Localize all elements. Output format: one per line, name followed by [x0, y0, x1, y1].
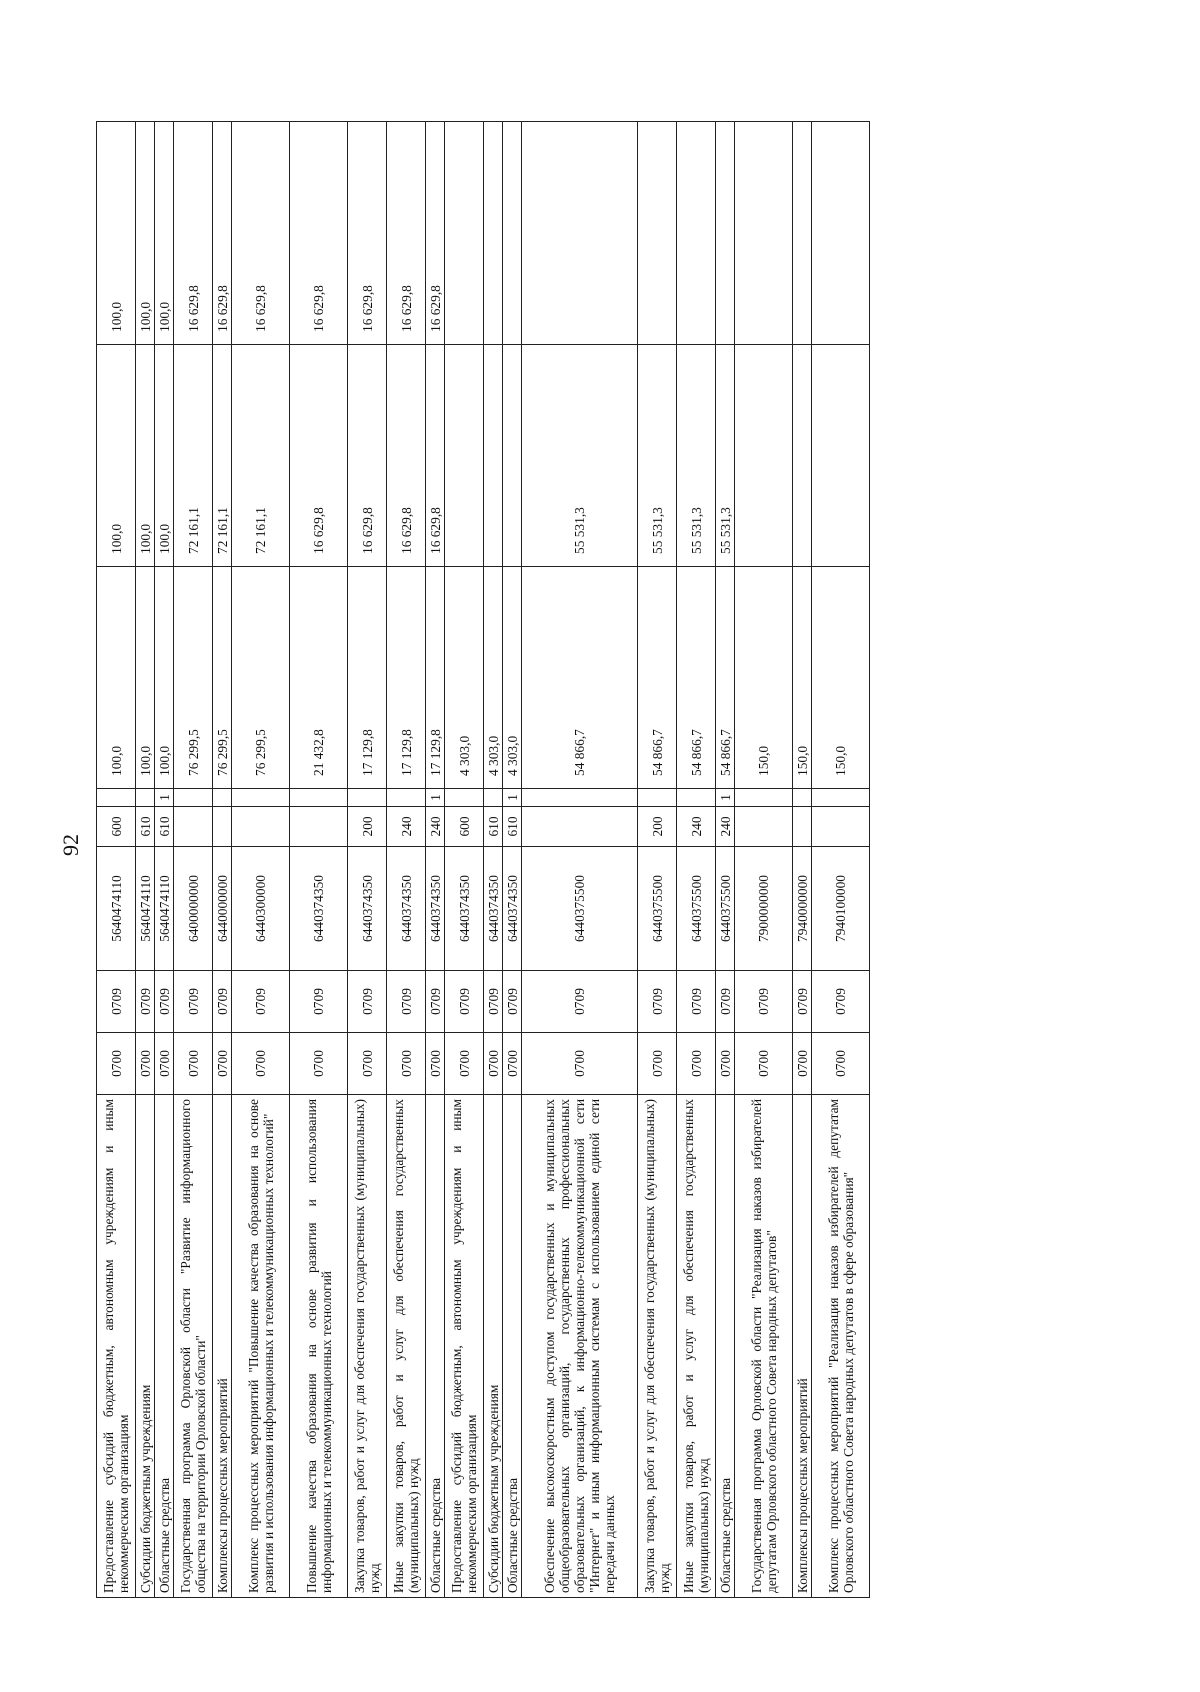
- cell-y2: [812, 345, 870, 567]
- cell-ko: 1: [426, 789, 445, 807]
- cell-pr: 0709: [484, 971, 503, 1033]
- cell-ko: [445, 789, 484, 807]
- cell-csr: 5640474110: [97, 847, 136, 971]
- cell-y1: 76 299,5: [213, 567, 232, 789]
- cell-rz: 0700: [484, 1033, 503, 1095]
- cell-name: Предоставление субсидий бюджетным, автономным учреждениям и иным некоммерческим организациям: [445, 1095, 484, 1598]
- cell-pr: 0709: [136, 971, 155, 1033]
- cell-vr: [174, 807, 213, 847]
- cell-y2: 55 531,3: [522, 345, 638, 567]
- cell-name: Предоставление субсидий бюджетным, автономным учреждениям и иным некоммерческим организациям: [97, 1095, 136, 1598]
- cell-y2: 55 531,3: [716, 345, 735, 567]
- cell-name: Областные средства: [503, 1095, 522, 1598]
- table-row: [716, 122, 735, 1598]
- budget-table: [96, 121, 870, 1598]
- cell-y3: [812, 122, 870, 345]
- cell-name: Субсидии бюджетным учреждениям: [136, 1095, 155, 1598]
- cell-rz: 0700: [232, 1033, 290, 1095]
- cell-y3: 16 629,8: [387, 122, 426, 345]
- cell-y3: 16 629,8: [232, 122, 290, 345]
- cell-y1: 4 303,0: [445, 567, 484, 789]
- cell-ko: [290, 789, 348, 807]
- cell-y1: 54 866,7: [638, 567, 677, 789]
- cell-pr: 0709: [445, 971, 484, 1033]
- cell-y1: 17 129,8: [348, 567, 387, 789]
- cell-rz: 0700: [677, 1033, 716, 1095]
- cell-y1: 54 866,7: [677, 567, 716, 789]
- cell-vr: 240: [387, 807, 426, 847]
- cell-y1: 150,0: [735, 567, 793, 789]
- cell-vr: [522, 807, 638, 847]
- cell-ko: [174, 789, 213, 807]
- cell-rz: 0700: [387, 1033, 426, 1095]
- cell-y2: [484, 345, 503, 567]
- cell-pr: 0709: [348, 971, 387, 1033]
- cell-vr: 240: [426, 807, 445, 847]
- table-row: [426, 122, 445, 1598]
- cell-vr: 600: [97, 807, 136, 847]
- cell-pr: 0709: [387, 971, 426, 1033]
- cell-y3: [638, 122, 677, 345]
- cell-y3: [484, 122, 503, 345]
- table-row: [484, 122, 503, 1598]
- cell-y2: 72 161,1: [232, 345, 290, 567]
- cell-y3: [522, 122, 638, 345]
- cell-y2: 100,0: [136, 345, 155, 567]
- cell-rz: 0700: [716, 1033, 735, 1095]
- cell-vr: [213, 807, 232, 847]
- cell-y3: 16 629,8: [174, 122, 213, 345]
- cell-ko: [136, 789, 155, 807]
- cell-y2: 72 161,1: [213, 345, 232, 567]
- cell-ko: [522, 789, 638, 807]
- cell-rz: 0700: [155, 1033, 174, 1095]
- cell-y2: [445, 345, 484, 567]
- cell-pr: 0709: [174, 971, 213, 1033]
- cell-rz: 0700: [503, 1033, 522, 1095]
- cell-y2: 55 531,3: [677, 345, 716, 567]
- cell-vr: 240: [716, 807, 735, 847]
- cell-rz: 0700: [174, 1033, 213, 1095]
- cell-csr: 6440375500: [716, 847, 735, 971]
- cell-y1: 150,0: [793, 567, 812, 789]
- cell-pr: 0709: [677, 971, 716, 1033]
- cell-y2: 100,0: [155, 345, 174, 567]
- cell-vr: 200: [638, 807, 677, 847]
- cell-ko: [348, 789, 387, 807]
- table-row: [174, 122, 213, 1598]
- cell-pr: 0709: [793, 971, 812, 1033]
- cell-rz: 0700: [522, 1033, 638, 1095]
- cell-csr: 7940100000: [812, 847, 870, 971]
- cell-y3: [793, 122, 812, 345]
- cell-name: Комплексы процессных мероприятий: [213, 1095, 232, 1598]
- cell-csr: 6440000000: [213, 847, 232, 971]
- cell-y1: 76 299,5: [174, 567, 213, 789]
- cell-csr: 6400000000: [174, 847, 213, 971]
- cell-pr: 0709: [735, 971, 793, 1033]
- cell-y3: 16 629,8: [426, 122, 445, 345]
- table-row: [387, 122, 426, 1598]
- cell-y1: 100,0: [136, 567, 155, 789]
- table-row: [136, 122, 155, 1598]
- cell-ko: [97, 789, 136, 807]
- cell-name: Закупка товаров, работ и услуг для обеспечения государственных (муниципальных) нужд: [638, 1095, 677, 1598]
- cell-ko: [812, 789, 870, 807]
- cell-ko: [387, 789, 426, 807]
- cell-y2: 16 629,8: [348, 345, 387, 567]
- cell-rz: 0700: [290, 1033, 348, 1095]
- cell-csr: 6440375500: [522, 847, 638, 971]
- cell-pr: 0709: [426, 971, 445, 1033]
- cell-pr: 0709: [155, 971, 174, 1033]
- cell-pr: 0709: [522, 971, 638, 1033]
- cell-y2: [735, 345, 793, 567]
- cell-csr: 7900000000: [735, 847, 793, 971]
- table-row: [793, 122, 812, 1598]
- table-row: [290, 122, 348, 1598]
- cell-name: Иные закупки товаров, работ и услуг для обеспечения государственных (муниципальных) нужд: [387, 1095, 426, 1598]
- cell-y1: 4 303,0: [503, 567, 522, 789]
- cell-csr: 6440300000: [232, 847, 290, 971]
- cell-pr: 0709: [716, 971, 735, 1033]
- cell-ko: [232, 789, 290, 807]
- cell-name: Областные средства: [716, 1095, 735, 1598]
- table-row: [213, 122, 232, 1598]
- cell-y1: 76 299,5: [232, 567, 290, 789]
- cell-y3: 16 629,8: [213, 122, 232, 345]
- cell-y3: [735, 122, 793, 345]
- cell-y2: [793, 345, 812, 567]
- cell-ko: 1: [716, 789, 735, 807]
- cell-name: Иные закупки товаров, работ и услуг для обеспечения государственных (муниципальных) нужд: [677, 1095, 716, 1598]
- cell-y3: [445, 122, 484, 345]
- cell-vr: 600: [445, 807, 484, 847]
- table-row: [503, 122, 522, 1598]
- cell-csr: 5640474110: [136, 847, 155, 971]
- cell-y3: [716, 122, 735, 345]
- cell-y2: [503, 345, 522, 567]
- cell-y2: 55 531,3: [638, 345, 677, 567]
- cell-pr: 0709: [812, 971, 870, 1033]
- cell-name: Государственная программа Орловской области "Развитие информационного общества на территории Орловской области": [174, 1095, 213, 1598]
- cell-rz: 0700: [136, 1033, 155, 1095]
- table-row: [638, 122, 677, 1598]
- table-row: [232, 122, 290, 1598]
- cell-vr: [232, 807, 290, 847]
- cell-vr: [735, 807, 793, 847]
- cell-vr: 200: [348, 807, 387, 847]
- cell-pr: 0709: [213, 971, 232, 1033]
- cell-pr: 0709: [232, 971, 290, 1033]
- cell-name: Обеспечение высокоскоростным доступом государственных и муниципальных общеобразовательных организаций, государственных профессиональных образовательных организаций, к информационно-телекоммуникационной сети "Интернет" и иным информационным системам с использованием единой сети передачи данных: [522, 1095, 638, 1598]
- cell-vr: 610: [155, 807, 174, 847]
- cell-csr: 6440374350: [348, 847, 387, 971]
- cell-y3: 16 629,8: [290, 122, 348, 345]
- table-row: [522, 122, 638, 1598]
- cell-y1: 17 129,8: [426, 567, 445, 789]
- cell-y1: 4 303,0: [484, 567, 503, 789]
- cell-name: Государственная программа Орловской области "Реализация наказов избирателей депутатам Орловского областного Совета народных депутатов": [735, 1095, 793, 1598]
- cell-rz: 0700: [735, 1033, 793, 1095]
- cell-ko: [677, 789, 716, 807]
- cell-vr: [290, 807, 348, 847]
- cell-csr: 6440375500: [638, 847, 677, 971]
- cell-vr: [793, 807, 812, 847]
- cell-name: Субсидии бюджетным учреждениям: [484, 1095, 503, 1598]
- cell-csr: 6440374350: [290, 847, 348, 971]
- cell-rz: 0700: [97, 1033, 136, 1095]
- cell-y1: 17 129,8: [387, 567, 426, 789]
- cell-y2: 72 161,1: [174, 345, 213, 567]
- cell-y1: 21 432,8: [290, 567, 348, 789]
- cell-rz: 0700: [812, 1033, 870, 1095]
- rotated-page-content: [96, 122, 1076, 1598]
- cell-rz: 0700: [793, 1033, 812, 1095]
- table-body: [97, 122, 870, 1598]
- cell-vr: 610: [136, 807, 155, 847]
- table-row: [445, 122, 484, 1598]
- cell-y1: 100,0: [97, 567, 136, 789]
- cell-y1: 54 866,7: [716, 567, 735, 789]
- cell-csr: 6440374350: [426, 847, 445, 971]
- cell-name: Комплексы процессных мероприятий: [793, 1095, 812, 1598]
- cell-vr: [812, 807, 870, 847]
- cell-name: Областные средства: [426, 1095, 445, 1598]
- cell-y1: 54 866,7: [522, 567, 638, 789]
- cell-y3: 100,0: [155, 122, 174, 345]
- cell-ko: [484, 789, 503, 807]
- cell-y3: [677, 122, 716, 345]
- cell-csr: 6440375500: [677, 847, 716, 971]
- cell-pr: 0709: [503, 971, 522, 1033]
- cell-csr: 5640474110: [155, 847, 174, 971]
- table-row: [812, 122, 870, 1598]
- table-row: [348, 122, 387, 1598]
- table-row: [97, 122, 136, 1598]
- cell-y2: 16 629,8: [290, 345, 348, 567]
- cell-ko: [793, 789, 812, 807]
- table-row: [677, 122, 716, 1598]
- cell-name: Областные средства: [155, 1095, 174, 1598]
- cell-rz: 0700: [426, 1033, 445, 1095]
- cell-vr: 610: [503, 807, 522, 847]
- cell-rz: 0700: [638, 1033, 677, 1095]
- cell-rz: 0700: [348, 1033, 387, 1095]
- cell-name: Повышение качества образования на основе развития и использования информационных и телекоммуникационных технологий: [290, 1095, 348, 1598]
- cell-y3: 16 629,8: [348, 122, 387, 345]
- cell-ko: [213, 789, 232, 807]
- cell-csr: 6440374350: [503, 847, 522, 971]
- cell-csr: 6440374350: [484, 847, 503, 971]
- cell-vr: 240: [677, 807, 716, 847]
- cell-pr: 0709: [638, 971, 677, 1033]
- cell-y3: 100,0: [136, 122, 155, 345]
- cell-name: Комплекс процессных мероприятий "Реализация наказов избирателей депутатам Орловского областного Совета народных депутатов в сфере образования": [812, 1095, 870, 1598]
- cell-ko: 1: [503, 789, 522, 807]
- cell-y3: 100,0: [97, 122, 136, 345]
- cell-y1: 100,0: [155, 567, 174, 789]
- cell-ko: [735, 789, 793, 807]
- cell-y1: 150,0: [812, 567, 870, 789]
- page-number: 92: [58, 834, 83, 856]
- cell-csr: 6440374350: [445, 847, 484, 971]
- cell-y2: 100,0: [97, 345, 136, 567]
- cell-y2: 16 629,8: [387, 345, 426, 567]
- cell-rz: 0700: [445, 1033, 484, 1095]
- cell-ko: [638, 789, 677, 807]
- cell-rz: 0700: [213, 1033, 232, 1095]
- cell-y3: [503, 122, 522, 345]
- cell-ko: 1: [155, 789, 174, 807]
- cell-name: Комплекс процессных мероприятий "Повышение качества образования на основе развития и использования информационных и телекоммуникационных технологий": [232, 1095, 290, 1598]
- cell-name: Закупка товаров, работ и услуг для обеспечения государственных (муниципальных) нужд: [348, 1095, 387, 1598]
- cell-y2: 16 629,8: [426, 345, 445, 567]
- cell-vr: 610: [484, 807, 503, 847]
- cell-csr: 6440374350: [387, 847, 426, 971]
- table-row: [735, 122, 793, 1598]
- cell-csr: 7940000000: [793, 847, 812, 971]
- cell-pr: 0709: [290, 971, 348, 1033]
- cell-pr: 0709: [97, 971, 136, 1033]
- table-row: [155, 122, 174, 1598]
